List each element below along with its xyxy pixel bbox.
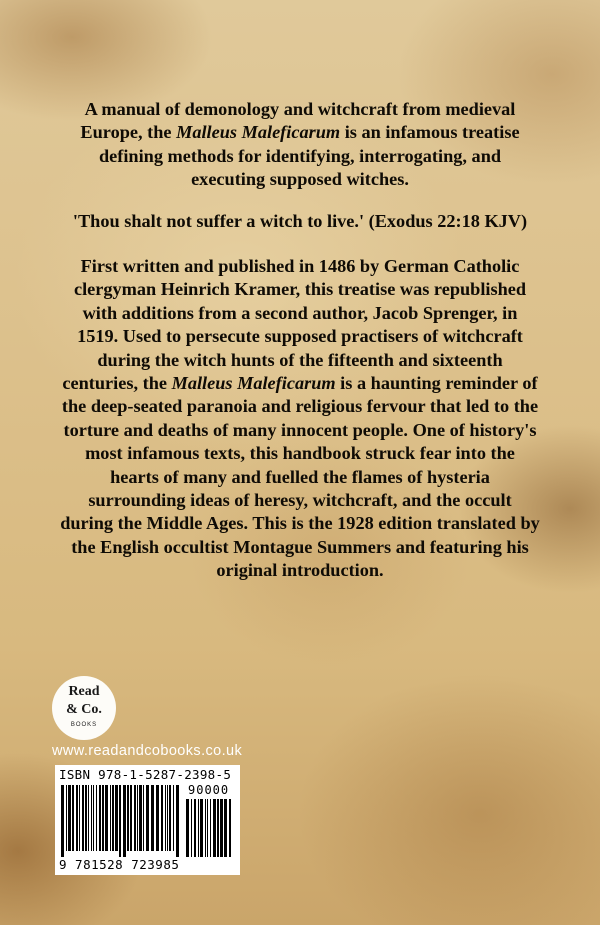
- publisher-website: www.readandcobooks.co.uk: [52, 743, 243, 759]
- barcode-bar: [66, 785, 67, 851]
- barcode-bar: [137, 785, 138, 851]
- barcode-bar: [123, 785, 126, 857]
- barcode-bar: [169, 785, 171, 851]
- barcode-bar: [161, 785, 163, 851]
- price-addon-digits: 90000: [188, 783, 230, 797]
- barcode-bar: [127, 785, 129, 851]
- barcode-bar: [105, 785, 108, 851]
- logo-line-co: & Co.: [66, 702, 102, 717]
- barcode-bar: [139, 785, 142, 851]
- barcode-bar: [205, 799, 206, 857]
- barcode-bar: [156, 785, 159, 851]
- barcode-bar: [72, 785, 74, 851]
- barcode-bar: [207, 799, 208, 857]
- barcode-bar: [85, 785, 87, 851]
- blurb-paragraph-1: [60, 98, 540, 192]
- isbn-barcode: [55, 765, 240, 875]
- barcode-bar: [119, 785, 121, 857]
- barcode-bar: [134, 785, 136, 851]
- blurb-text: A manual of demonology and witchcraft from medieval Europe, the: [80, 99, 516, 143]
- barcode-bar: [173, 785, 174, 851]
- barcode-bar: [82, 785, 84, 851]
- ean-barcode-bars: [61, 785, 181, 857]
- publisher-logo: [52, 676, 116, 740]
- barcode-bar: [76, 785, 78, 851]
- price-addon-bars: [186, 799, 234, 857]
- barcode-bar: [167, 785, 168, 851]
- logo-line-books: BOOKS: [70, 722, 98, 728]
- bible-quote: 'Thou shalt not suffer a witch to live.' (Exodus 22:18 KJV): [72, 211, 528, 231]
- barcode-bar: [99, 785, 101, 851]
- barcode-bar: [151, 785, 154, 851]
- barcode-bar: [220, 799, 223, 857]
- barcode-bar: [130, 785, 132, 851]
- barcode-bar: [143, 785, 144, 851]
- blurb-text: is a haunting reminder of the deep-seated paranoia and religious fervour that led to the torture and deaths of many innocent people. One of history's most infamous texts, this handbook struck fear into the hearts of many and fuelled the flames of hysteria surrounding ideas of heresy, witchcraft, and the occult during the Middle Ages. This is the 1928 edition translated by the English occultist Montague Summers and featuring his original introduction.: [60, 373, 540, 581]
- barcode-bar: [68, 785, 71, 851]
- barcode-bar: [165, 785, 166, 851]
- barcode-bar: [115, 785, 118, 851]
- ean-digits: 9 781528 723985: [59, 857, 180, 872]
- blurb-text: First written and published in 1486 by German Catholic clergyman Heinrich Kramer, this treatise was republished with additions from a second author, Jacob Sprenger, in 1519. Used to persecute supposed practisers of witchcraft during the witch hunts of the fifteenth and sixteenth centuries, the: [62, 256, 527, 394]
- barcode-bar: [229, 799, 231, 857]
- barcode-bar: [112, 785, 114, 851]
- isbn-number: ISBN 978-1-5287-2398-5: [59, 767, 232, 782]
- barcode-bar: [96, 785, 97, 851]
- barcode-bar: [224, 799, 227, 857]
- barcode-bar: [146, 785, 149, 851]
- barcode-bar: [102, 785, 104, 851]
- barcode-bar: [61, 785, 64, 857]
- barcode-bar: [217, 799, 219, 857]
- barcode-bar: [200, 799, 203, 857]
- logo-line-read: Read: [68, 684, 100, 699]
- barcode-bar: [88, 785, 89, 851]
- barcode-bar: [93, 785, 94, 851]
- barcode-bar: [176, 785, 179, 857]
- barcode-bar: [110, 785, 111, 851]
- barcode-bar: [198, 799, 199, 857]
- barcode-bar: [210, 799, 211, 857]
- blurb-text: is an infamous treatise defining methods for identifying, interrogating, and executing supposed witches.: [98, 122, 520, 190]
- barcode-bar: [186, 799, 189, 857]
- barcode-bar: [213, 799, 216, 857]
- book-title-italic: Malleus Maleficarum: [176, 122, 341, 143]
- blurb-paragraph-2: [60, 255, 540, 583]
- barcode-bar: [79, 785, 80, 851]
- barcode-bar: [191, 799, 192, 857]
- book-title-italic: Malleus Maleficarum: [171, 373, 336, 394]
- barcode-bar: [194, 799, 196, 857]
- barcode-bar: [91, 785, 92, 851]
